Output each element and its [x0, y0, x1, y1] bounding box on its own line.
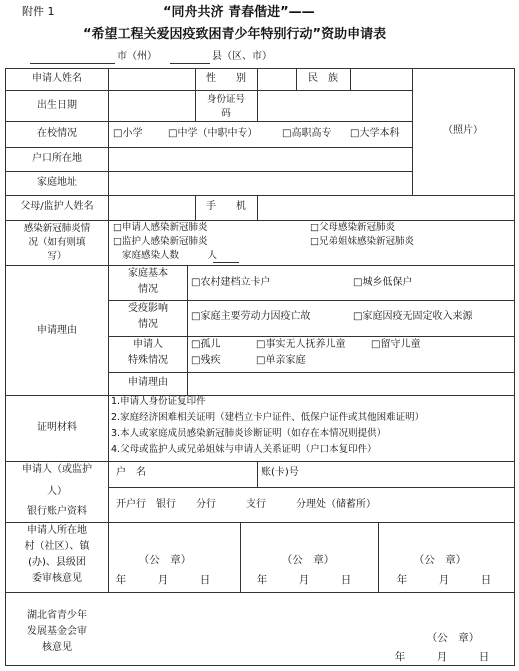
impact-option-no-income[interactable]: □家庭因疫无固定收入来源 [353, 311, 473, 322]
account-holder-field[interactable] [160, 462, 256, 486]
town-date[interactable]: 年 月 日 [256, 574, 352, 586]
account-holder-label: 户 名 [116, 467, 146, 478]
special-option-unsupported[interactable]: □事实无人抚养儿童 [256, 339, 346, 350]
bank-account-label: 申请人（或监护 [22, 464, 92, 475]
local-review-label-3: (办)、县级团 [28, 557, 86, 568]
special-option-disabled[interactable]: □残疾 [191, 355, 221, 366]
infection-option-parents[interactable]: □父母感染新冠肺炎 [310, 222, 395, 233]
gender-label: 性 别 [206, 73, 246, 84]
special-option-single-parent[interactable]: □单亲家庭 [256, 355, 306, 366]
infection-option-siblings[interactable]: □兄弟姐妹感染新冠肺炎 [310, 236, 414, 247]
material-item-2: 2.家庭经济困难相关证明（建档立卡户证件、低保户证件或其他困难证明） [111, 412, 425, 423]
bank-account-label-2: 人） [47, 486, 67, 497]
infection-status-label-2: 况（如有则填 [28, 237, 86, 248]
basic-situation-label-2: 情况 [138, 284, 158, 295]
apply-reason-field[interactable] [188, 373, 513, 394]
birth-date-field[interactable] [109, 91, 194, 121]
guardian-name-field[interactable] [109, 196, 194, 219]
id-number-field[interactable] [258, 91, 411, 121]
infection-option-guardian[interactable]: □监护人感染新冠肺炎 [113, 236, 208, 247]
local-review-label-2: 村（社区）、镇 [24, 541, 90, 552]
applicant-name-label: 申请人姓名 [32, 73, 82, 84]
gender-field[interactable] [258, 69, 295, 90]
foundation-seal: （公 章） [426, 632, 480, 644]
bank-branch-row[interactable]: 开户行 银行 分行 支行 分理处（储蓄所） [116, 499, 376, 510]
home-address-label: 家庭地址 [37, 177, 77, 188]
id-number-label-2: 码 [221, 108, 231, 119]
card-number-field[interactable] [305, 462, 513, 486]
impact-option-labor-death[interactable]: □家庭主要劳动力因疫亡故 [191, 311, 311, 322]
material-item-3: 3.本人或家庭成员感染新冠肺炎诊断证明（如存在本情况则提供） [111, 428, 387, 439]
town-seal: （公 章） [281, 554, 335, 566]
material-item-4: 4.父母或监护人或兄弟姐妹与申请人关系证明（户口本复印件） [111, 444, 377, 455]
bank-account-label-3: 银行账户资料 [27, 506, 87, 517]
hukou-label: 户口所在地 [32, 153, 82, 164]
apply-reason-label: 申请理由 [128, 377, 168, 388]
materials-label: 证明材料 [37, 422, 77, 433]
foundation-review-label-3: 核意见 [42, 642, 72, 653]
village-seal: （公 章） [138, 554, 192, 566]
special-option-left-behind[interactable]: □留守儿童 [371, 339, 421, 350]
card-number-label: 账(卡)号 [261, 467, 299, 478]
special-situation-label: 申请人 [133, 339, 163, 350]
school-option-vocational[interactable]: □高职高专 [282, 128, 332, 139]
phone-label: 手 机 [206, 201, 246, 212]
basic-situation-label: 家庭基本 [128, 268, 168, 279]
county-date[interactable]: 年 月 日 [396, 574, 492, 586]
school-status-label: 在校情况 [37, 128, 77, 139]
local-review-label: 申请人所在地 [27, 525, 87, 536]
foundation-date[interactable]: 年 月 日 [394, 651, 490, 663]
city-blank[interactable] [30, 63, 115, 64]
id-number-label: 身份证号 [206, 94, 246, 105]
birth-date-label: 出生日期 [37, 100, 77, 111]
impact-label-2: 情况 [138, 319, 158, 330]
infection-option-applicant[interactable]: □申请人感染新冠肺炎 [113, 222, 208, 233]
infection-family-count[interactable]: 家庭感染人数 人 [122, 250, 218, 261]
hukou-field[interactable] [109, 148, 411, 170]
school-option-middle[interactable]: □中学（中职中专） [168, 128, 258, 139]
special-situation-label-2: 特殊情况 [128, 355, 168, 366]
impact-label: 受疫影响 [128, 303, 168, 314]
home-address-field[interactable] [109, 172, 411, 194]
applicant-name-field[interactable] [109, 69, 194, 90]
form-title-line2: “希望工程关爱因疫致困青少年特别行动”资助申请表 [83, 27, 387, 42]
guardian-name-label: 父母/监护人姓名 [20, 201, 94, 212]
form-title-line1: “同舟共济 青春偕进”—— [163, 5, 315, 20]
county-seal: （公 章） [413, 554, 467, 566]
infection-status-label-3: 写） [47, 251, 67, 262]
reason-section-label: 申请理由 [37, 325, 77, 336]
school-option-university[interactable]: □大学本科 [350, 128, 400, 139]
ethnicity-field[interactable] [351, 69, 411, 90]
special-option-orphan[interactable]: □孤儿 [191, 339, 221, 350]
foundation-review-label-2: 发展基金会审 [27, 626, 87, 637]
village-date[interactable]: 年 月 日 [115, 574, 211, 586]
phone-field[interactable] [258, 196, 513, 219]
attachment-label: 附件 1 [22, 5, 55, 18]
foundation-review-label: 湖北省青少年 [27, 610, 87, 621]
ethnicity-label: 民 族 [308, 73, 338, 84]
photo-placeholder[interactable]: （照片） [443, 125, 483, 136]
county-blank[interactable] [170, 63, 210, 64]
school-option-primary[interactable]: □小学 [113, 128, 143, 139]
local-review-label-4: 委审核意见 [32, 573, 82, 584]
basic-option-subsistence[interactable]: □城乡低保户 [353, 277, 413, 288]
material-item-1: 1.申请人身份证复印件 [111, 396, 206, 407]
county-label: 县（区、市） [212, 51, 272, 62]
basic-option-registered-poor[interactable]: □农村建档立卡户 [191, 277, 271, 288]
city-label: 市（州） [117, 51, 157, 62]
infection-status-label: 感染新冠肺炎情 [23, 223, 91, 234]
infection-count-blank[interactable] [213, 262, 239, 263]
